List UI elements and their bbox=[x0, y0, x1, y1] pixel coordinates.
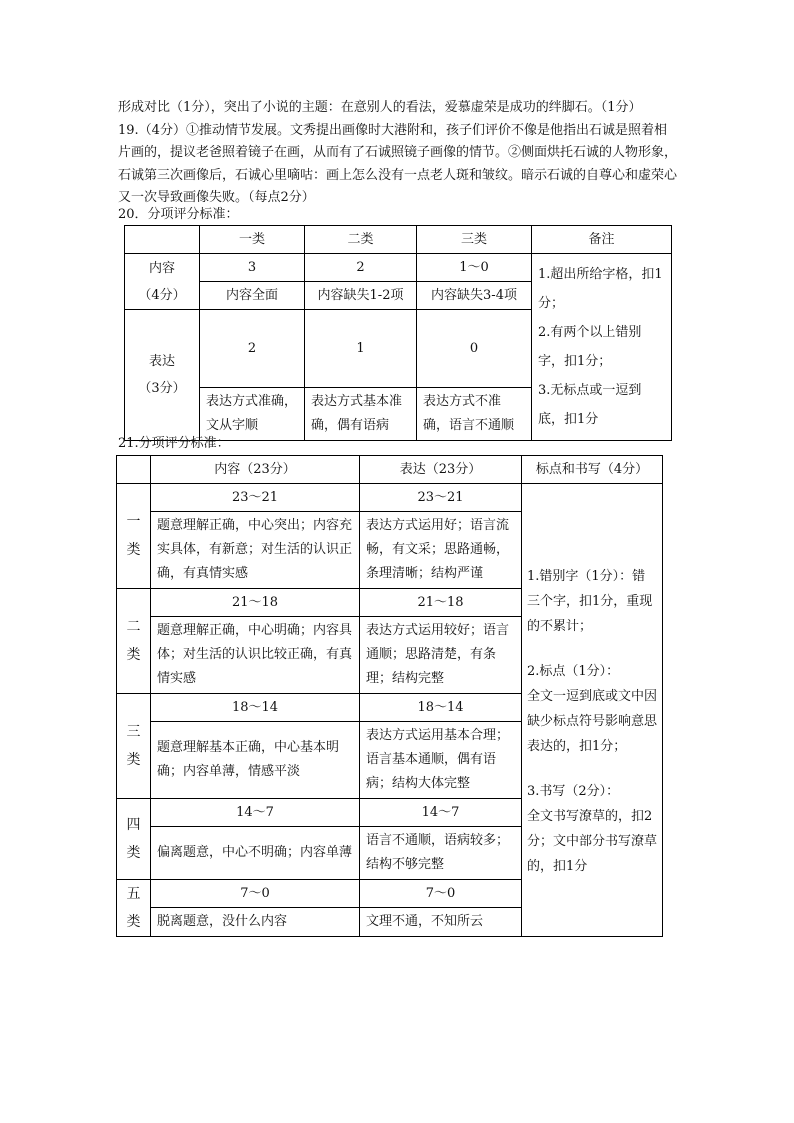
category-label: 二类 bbox=[117, 589, 151, 694]
header-cell bbox=[125, 226, 200, 254]
table-row bbox=[125, 254, 672, 282]
note-item: 2.有两个以上错别字，扣1分； bbox=[538, 325, 642, 369]
content-desc: 题意理解基本正确，中心基本明确；内容单薄，情感平淡 bbox=[151, 722, 360, 799]
points-cell: 1 bbox=[305, 310, 417, 388]
header-cell: 一类 bbox=[200, 226, 305, 254]
answer-text bbox=[118, 97, 678, 210]
desc-cell: 内容缺失3-4项 bbox=[417, 282, 532, 310]
content-desc: 题意理解正确，中心突出；内容充实具体，有新意；对生活的认识正确，有真情实感 bbox=[151, 512, 360, 589]
note-item: 1.超出所给字格，扣1分； bbox=[538, 267, 663, 311]
expression-desc: 表达方式运用基本合理；语言基本通顺，偶有语病；结构大体完整 bbox=[360, 722, 522, 799]
q21-heading: 21.分项评分标准： bbox=[118, 436, 230, 451]
content-desc: 脱离题意，没什么内容 bbox=[151, 908, 360, 937]
note-item: 全文一逗到底或文中因缺少标点符号影响意思表达的，扣1分； bbox=[527, 689, 658, 754]
expression-points: 23～21 bbox=[360, 484, 522, 512]
row-label: 内容 bbox=[148, 260, 175, 276]
desc-cell: 表达方式基本准确，偶有语病 bbox=[305, 388, 417, 441]
expression-desc: 表达方式运用好；语言流畅，有文采；思路通畅，条理清晰；结构严谨 bbox=[360, 512, 522, 589]
q20-notes bbox=[532, 254, 672, 441]
header-cell: 二类 bbox=[305, 226, 417, 254]
points-cell: 3 bbox=[200, 254, 305, 282]
points-cell: 1～0 bbox=[417, 254, 532, 282]
row-score: （4分） bbox=[138, 287, 186, 303]
content-points: 23～21 bbox=[151, 484, 360, 512]
category-label: 五类 bbox=[117, 880, 151, 937]
row-score: （3分） bbox=[138, 381, 186, 396]
row-label-content bbox=[125, 254, 200, 310]
expression-points: 14～7 bbox=[360, 799, 522, 827]
desc-cell: 表达方式不准确，语言不通顺 bbox=[417, 388, 532, 441]
expression-points: 7～0 bbox=[360, 880, 522, 908]
expression-desc: 语言不通顺，语病较多；结构不够完整 bbox=[360, 827, 522, 880]
note-item: 2.标点（1分）： bbox=[527, 664, 620, 679]
points-cell: 2 bbox=[200, 310, 305, 388]
points-cell: 2 bbox=[305, 254, 417, 282]
q19-answer: 19.（4分）①推动情节发展。文秀提出画像时大港附和，孩子们评价不像是他指出石诚是照着相片画的，提议老爸照着镜子在画，从而有了石诚照镜子画像的情节。②侧面烘托石诚的人物形象，石诚第三次画像后，石诚心里嘀咕：画上怎么没有一点老人斑和皱纹。暗示石诚的自尊心和虚荣心又一次导致画像失败。（每点2分） bbox=[118, 122, 678, 205]
q21-scoring-table bbox=[116, 455, 663, 937]
desc-cell: 内容缺失1-2项 bbox=[305, 282, 417, 310]
content-points: 14～7 bbox=[151, 799, 360, 827]
note-item: 全文书写潦草的，扣2分；文中部分书写潦草的，扣1分 bbox=[527, 809, 658, 874]
header-cell: 内容（23分） bbox=[151, 456, 360, 484]
expression-desc: 文理不通，不知所云 bbox=[360, 908, 522, 937]
header-cell: 表达（23分） bbox=[360, 456, 522, 484]
previous-answer-tail: 形成对比（1分），突出了小说的主题：在意别人的看法，爱慕虚荣是成功的绊脚石。（1分） bbox=[118, 100, 642, 115]
q21-notes bbox=[522, 484, 663, 937]
expression-points: 18～14 bbox=[360, 694, 522, 722]
content-points: 18～14 bbox=[151, 694, 360, 722]
content-desc: 偏离题意，中心不明确；内容单薄 bbox=[151, 827, 360, 880]
row-label: 表达 bbox=[148, 354, 175, 369]
expression-desc: 表达方式运用较好；语言通顺；思路清楚，有条理；结构完整 bbox=[360, 617, 522, 694]
points-cell: 0 bbox=[417, 310, 532, 388]
table-header-row bbox=[117, 456, 663, 484]
table-header-row bbox=[125, 226, 672, 254]
q20-heading: 20．分项评分标准： bbox=[118, 207, 239, 222]
table-row bbox=[117, 484, 663, 512]
note-item: 3.书写（2分）： bbox=[527, 784, 620, 799]
row-label-expression bbox=[125, 310, 200, 441]
q20-scoring-table bbox=[124, 225, 672, 441]
category-label: 三类 bbox=[117, 694, 151, 799]
desc-cell: 内容全面 bbox=[200, 282, 305, 310]
category-label: 四类 bbox=[117, 799, 151, 880]
content-points: 7～0 bbox=[151, 880, 360, 908]
header-cell: 标点和书写（4分） bbox=[522, 456, 663, 484]
category-label: 一类 bbox=[117, 484, 151, 589]
note-item: 1.错别字（1分）：错三个字，扣1分，重现的不累计； bbox=[527, 569, 653, 634]
desc-cell: 表达方式准确，文从字顺 bbox=[200, 388, 305, 441]
expression-points: 21～18 bbox=[360, 589, 522, 617]
header-cell bbox=[117, 456, 151, 484]
header-cell: 三类 bbox=[417, 226, 532, 254]
content-desc: 题意理解正确，中心明确；内容具体；对生活的认识比较正确，有真情实感 bbox=[151, 617, 360, 694]
content-points: 21～18 bbox=[151, 589, 360, 617]
note-item: 3.无标点或一逗到底，扣1分 bbox=[538, 383, 642, 427]
header-cell: 备注 bbox=[532, 226, 672, 254]
